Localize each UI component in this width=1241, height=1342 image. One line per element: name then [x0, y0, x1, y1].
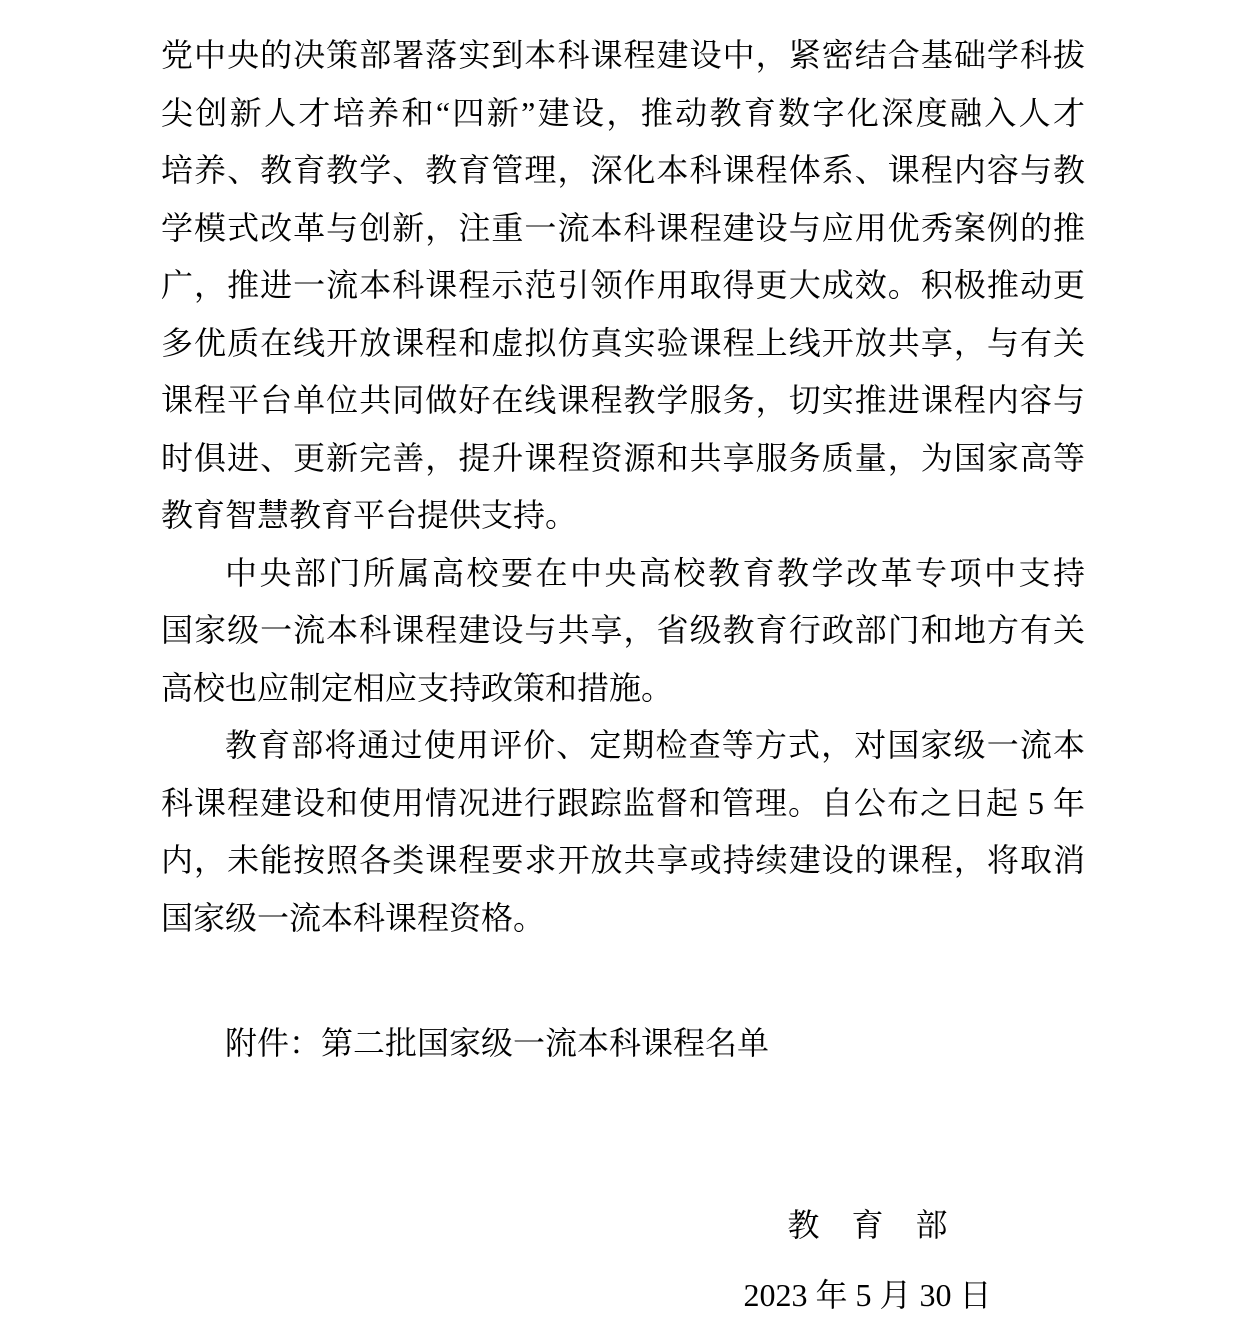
body-text-line: 科课程建设和使用情况进行跟踪监督和管理。自公布之日起 5 年: [161, 784, 1085, 821]
signature-block: [705, 1203, 1030, 1317]
body-text-line: 教育智慧教育平台提供支持。: [161, 497, 578, 533]
body-text-line: 高校也应制定相应支持政策和措施。: [161, 669, 674, 706]
body-text-line: 培养、教育教学、教育管理，深化本科课程体系、课程内容与教: [161, 152, 1085, 188]
body-text-line: 尖创新人才培养和“四新”建设，推动教育数字化深度融入人才: [161, 94, 1085, 131]
body-text-line: 广，推进一流本科课程示范引领作用取得更大成效。积极推动更: [161, 267, 1085, 303]
body-text-line: 内，未能按照各类课程要求开放共享或持续建设的课程，将取消: [161, 842, 1085, 878]
body-text-line: 党中央的决策部署落实到本科课程建设中，紧密结合基础学科拔: [161, 37, 1085, 73]
body-text-line: 多优质在线开放课程和虚拟仿真实验课程上线开放共享，与有关: [161, 324, 1085, 361]
body-text-line: 时俱进、更新完善，提升课程资源和共享服务质量，为国家高等: [161, 439, 1085, 476]
body-text-line: 教育部将通过使用评价、定期检查等方式，对国家级一流本: [225, 727, 1085, 763]
body-text-line: 国家级一流本科课程建设与共享，省级教育行政部门和地方有关: [161, 612, 1085, 648]
document-body: [161, 27, 1085, 1073]
body-text-line: 学模式改革与创新，注重一流本科课程建设与应用优秀案例的推: [161, 209, 1085, 246]
body-text-line: 中央部门所属高校要在中央高校教育教学改革专项中支持: [225, 554, 1085, 591]
signature-issuer: 教 育 部: [787, 1207, 948, 1243]
signature-date: 2023 年 5 月 30 日: [743, 1277, 992, 1313]
body-text-line: 课程平台单位共同做好在线课程教学服务，切实推进课程内容与: [161, 382, 1085, 418]
body-text-line: 国家级一流本科课程资格。: [161, 899, 546, 936]
attachment-line: 附件：第二批国家级一流本科课程名单: [225, 1025, 770, 1061]
